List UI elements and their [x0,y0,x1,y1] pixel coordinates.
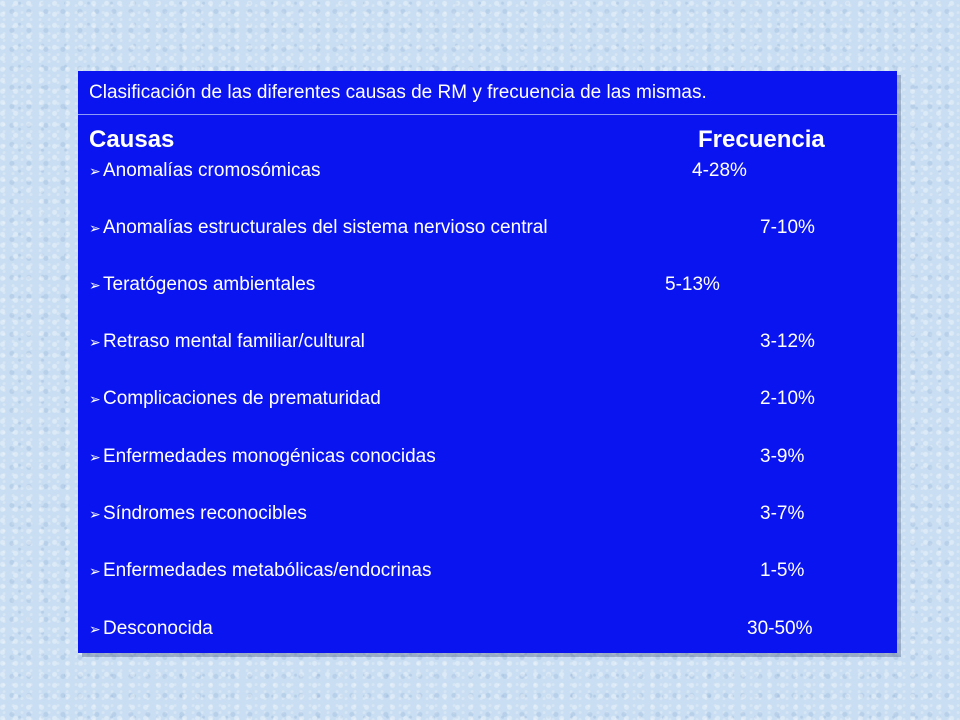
cause-label: Anomalías cromosómicas [103,160,321,181]
cause-label: Retraso mental familiar/cultural [103,331,365,352]
list-item [89,159,321,183]
arrow-bullet-icon: ➢ [89,391,101,407]
cause-label: Desconocida [103,618,213,639]
frequency-value: 3-7% [760,503,805,524]
header-band [78,71,897,115]
frequency-value: 2-10% [760,388,815,409]
list-item [89,445,436,469]
cause-label: Síndromes reconocibles [103,503,307,524]
arrow-bullet-icon: ➢ [89,621,101,637]
cause-label: Complicaciones de prematuridad [103,388,381,409]
arrow-bullet-icon: ➢ [89,449,101,465]
column-header-frequency: Frecuencia [698,126,825,153]
arrow-bullet-icon: ➢ [89,563,101,579]
cause-label: Anomalías estructurales del sistema nervioso central [103,217,548,238]
list-item [89,559,431,583]
cause-label: Enfermedades metabólicas/endocrinas [103,560,432,581]
arrow-bullet-icon: ➢ [89,163,101,179]
frequency-value: 7-10% [760,217,815,238]
list-item [89,216,548,240]
frequency-value: 30-50% [747,618,813,639]
content-panel [78,71,897,653]
arrow-bullet-icon: ➢ [89,334,101,350]
list-item [89,387,381,411]
frequency-value: 1-5% [760,560,805,581]
column-header-causes: Causas [89,126,175,153]
list-item [89,617,213,641]
arrow-bullet-icon: ➢ [89,277,101,293]
slide-title: Clasificación de las diferentes causas de RM y frecuencia de las mismas. [89,82,707,103]
arrow-bullet-icon: ➢ [89,220,101,236]
list-item [89,273,315,297]
cause-label: Teratógenos ambientales [103,274,316,295]
list-item [89,330,365,354]
cause-label: Enfermedades monogénicas conocidas [103,446,436,467]
frequency-value: 3-9% [760,446,805,467]
list-item [89,502,307,526]
frequency-value: 3-12% [760,331,815,352]
frequency-value: 4-28% [692,160,747,181]
arrow-bullet-icon: ➢ [89,506,101,522]
frequency-value: 5-13% [665,274,720,295]
